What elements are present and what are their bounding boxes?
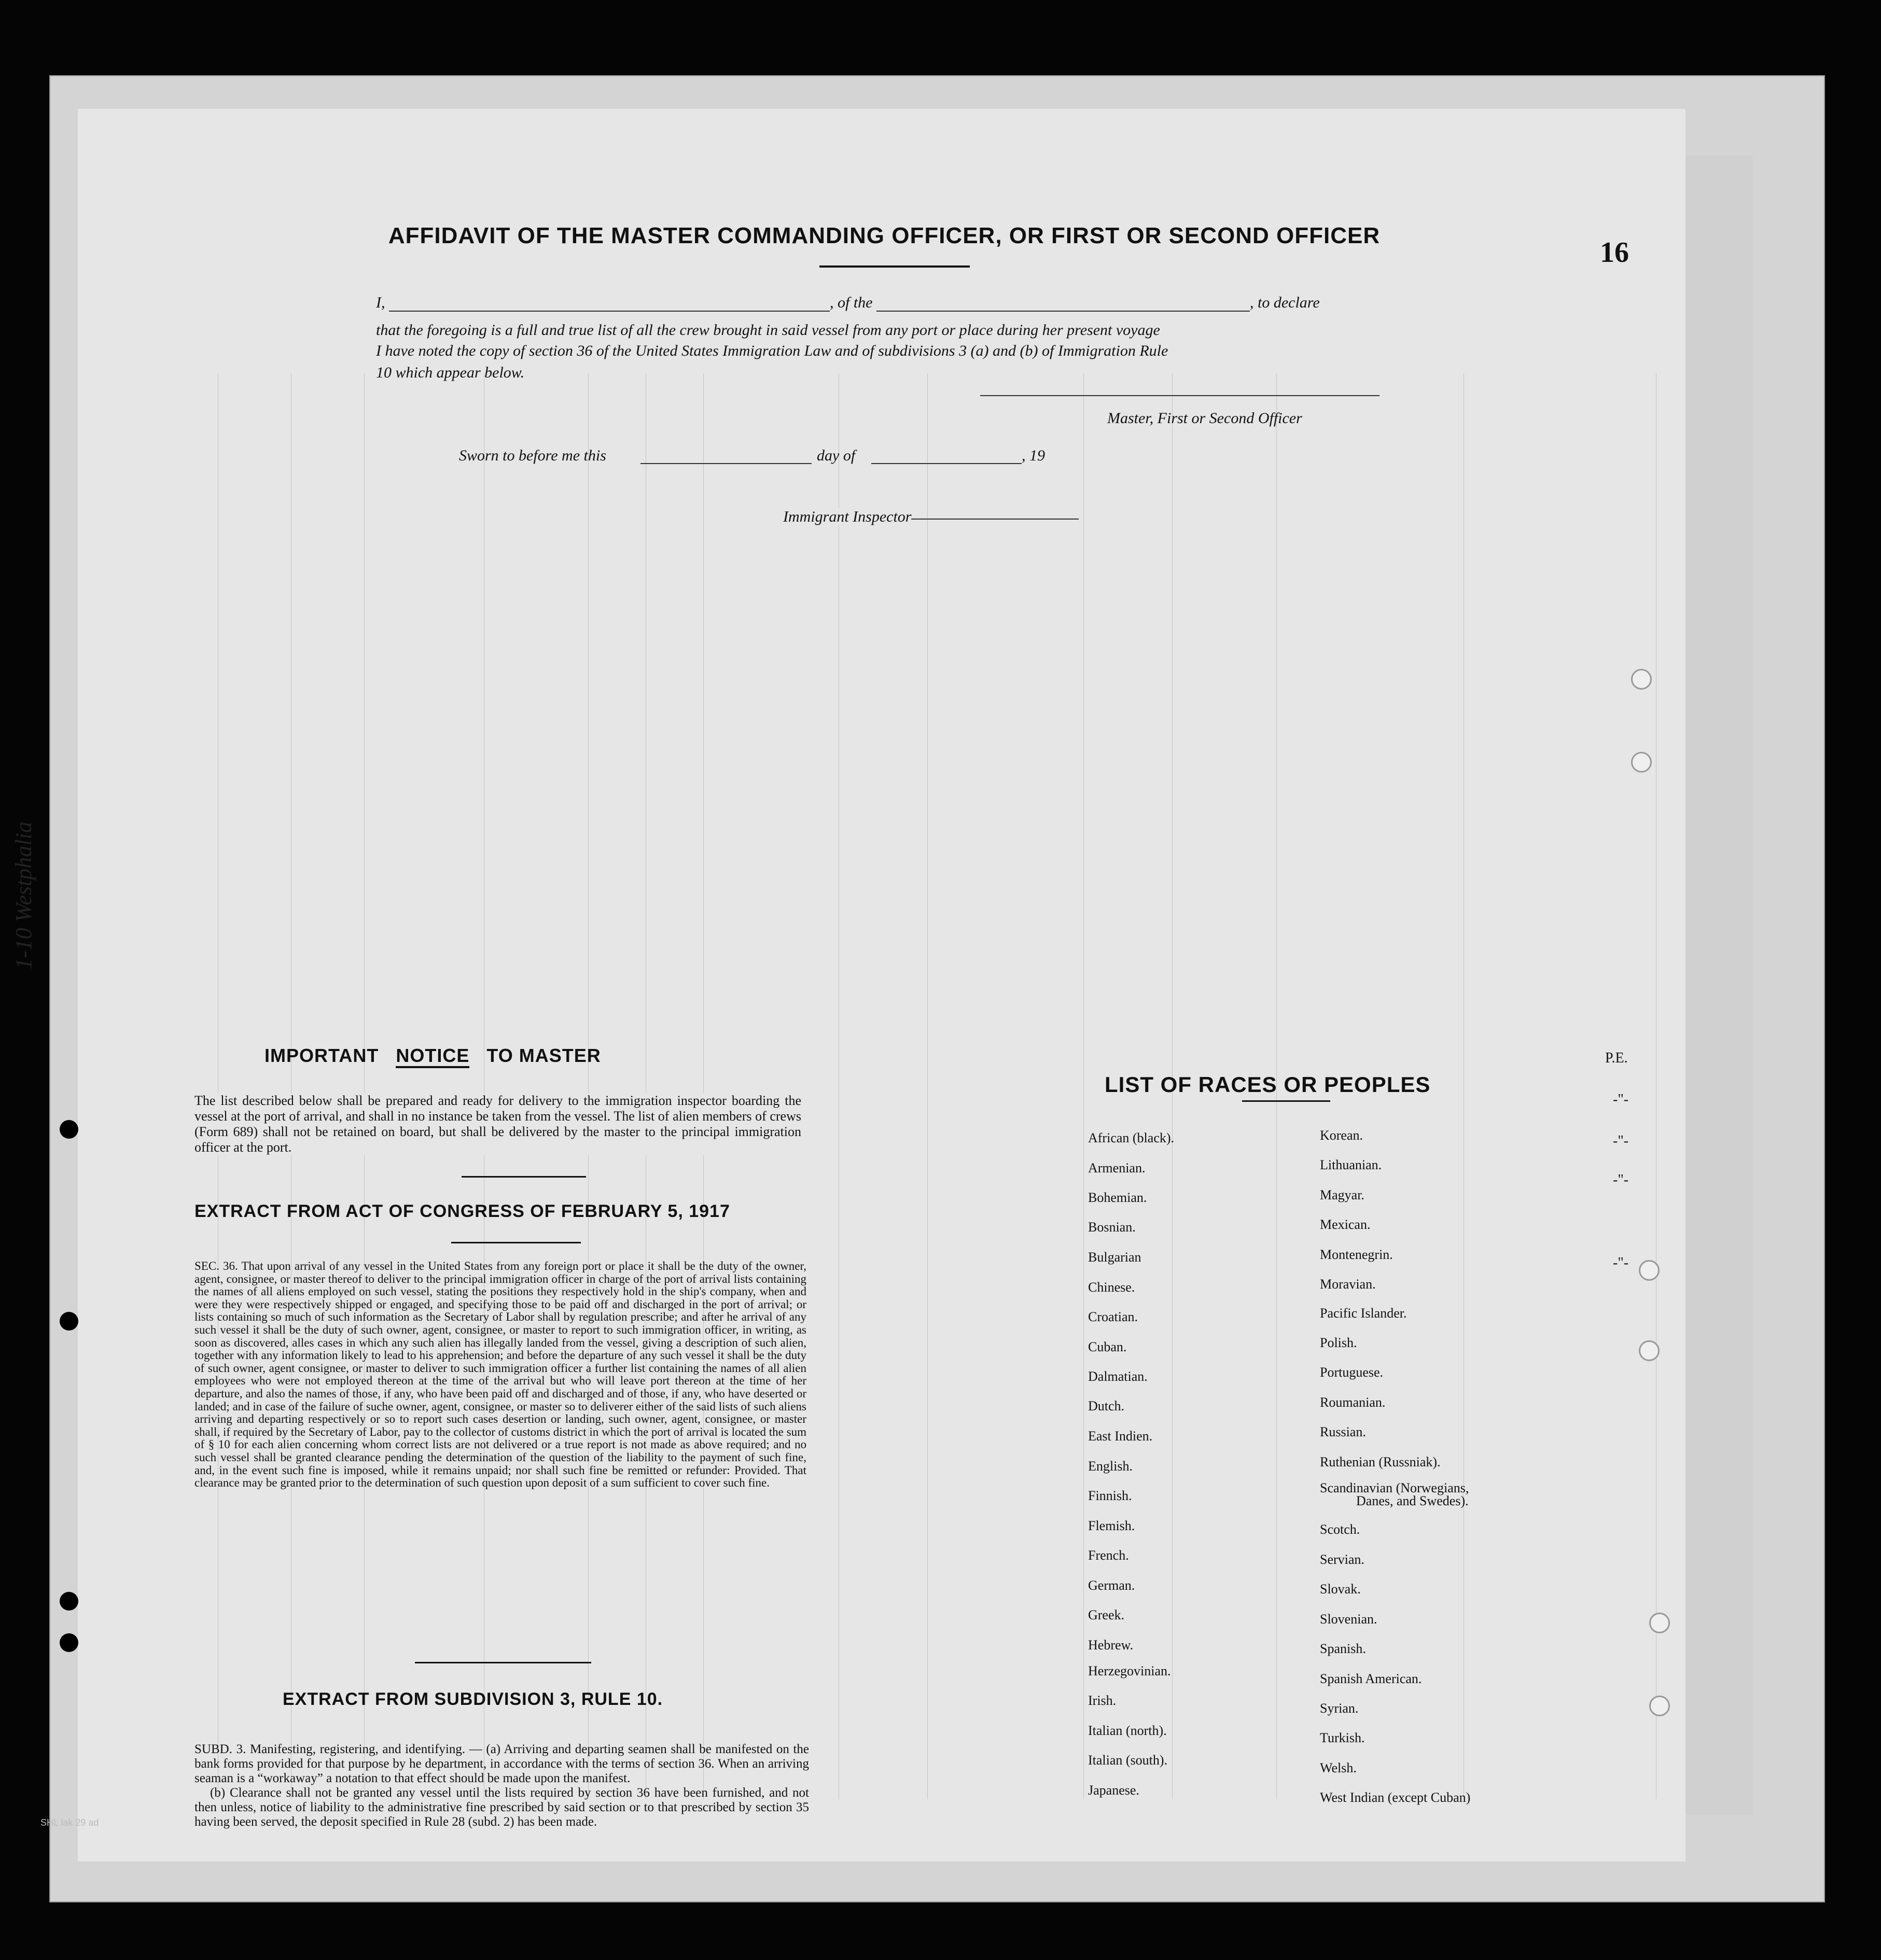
binding-hole	[60, 1312, 78, 1331]
race-item: Montenegrin.	[1320, 1247, 1393, 1262]
race-item: African (black).	[1088, 1130, 1175, 1145]
page-number: 16	[1600, 236, 1629, 269]
race-item: Hebrew.	[1088, 1637, 1134, 1653]
punch-ring	[1631, 752, 1652, 773]
race-item: Scotch.	[1320, 1522, 1360, 1537]
affidavit-line-1	[376, 294, 1320, 312]
officer-label: Master, First or Second Officer	[1107, 410, 1302, 427]
extract-act-title: EXTRACT FROM ACT OF CONGRESS OF FEBRUARY 5, 1917	[194, 1201, 730, 1221]
race-item: Russian.	[1320, 1424, 1366, 1439]
notice-word-to-master: TO MASTER	[486, 1045, 601, 1066]
race-item: Korean.	[1320, 1128, 1363, 1143]
race-item: Herzegovinian.	[1088, 1663, 1171, 1678]
affidavit-i: I,	[376, 294, 385, 311]
race-item: Cuban.	[1088, 1339, 1127, 1354]
race-item: English.	[1088, 1459, 1133, 1474]
race-item: Dutch.	[1088, 1398, 1125, 1413]
notice-word-important: IMPORTANT	[264, 1045, 379, 1066]
race-item: Greek.	[1088, 1607, 1125, 1622]
race-item: German.	[1088, 1578, 1135, 1593]
affidavit-declare: , to declare	[1250, 294, 1320, 311]
race-item: Bohemian.	[1088, 1190, 1147, 1205]
notice-title	[264, 1045, 601, 1067]
race-item: Japanese.	[1088, 1783, 1139, 1798]
race-item: Lithuanian.	[1320, 1157, 1382, 1172]
section-rule	[462, 1176, 586, 1178]
subdivision-3-text	[194, 1742, 809, 1829]
affidavit-line-4: 10 which appear below.	[376, 364, 525, 381]
punch-ring	[1639, 1340, 1660, 1361]
race-item: Flemish.	[1088, 1518, 1135, 1533]
race-item: Bulgarian	[1088, 1250, 1141, 1265]
punch-ring	[1649, 1613, 1670, 1633]
section-36-text: SEC. 36. That upon arrival of any vessel in the United States from any foreign port or place it shall be the duty of the owner, agent, consignee, or master thereof to deliver to the principal immigration officer in charge of the port of arrival lists containing the names of all aliens employed on such vessel, stating the positions they respectively hold in the ship's company, when and were they were respectively shipped or engaged, and specifying those to be paid off and discharged in the port of arrival; or lists containing so much of such information as the Secretary of Labor shall by regulation prescribe; and after he arrival of any such vessel it shall be the duty of such owner, agent, consignee, or master to report to such immigration officer, in writing, as soon as discovered, alles cases in which any such alien has illegally landed from the vessel, giving a description of such alien, together with any information likely to lead to his apprehension; and before the departure of any such vessel it shall be the duty of such owner, agent consignee, or master to deliver to such immigration officer a further list containing the names of all alien employees who were not employed thereon at the time of the arrival but who will leave port thereon at the time of her departure, and also the names of those, if any, who have been paid off and discharged and of those, if any, who have deserted or landed; and in case of the failure of suche owner, agent, consignee, or master so to deliverer either of the said lists of such aliens arriving and departing respectively or so to report such cases desertion or landing, such owner, agent, consignee, or master shall, if required by the Secretary of Labor, pay to the collector of customs district in which the port of arrival is located the sum of § 10 for each alien concerning whom correct lists are not delivered or a true report is not made as above required; and no such vessel shall be granted clearance pending the determination of the question of the liability to the payment of such fine, and, in the event such fine is imposed, while it remains unpaid; nor shall such fine be remitted or refunder: Provided. That clearance may be granted prior to the determination of such question upon deposit of a sum sufficient to cover such fine.	[194, 1259, 806, 1490]
race-item: Roumanian.	[1320, 1395, 1386, 1410]
race-item: Welsh.	[1320, 1760, 1357, 1775]
race-item: Magyar.	[1320, 1187, 1364, 1202]
race-item: West Indian (except Cuban)	[1320, 1790, 1471, 1805]
race-item: Italian (north).	[1088, 1723, 1167, 1738]
race-item: Danes, and Swedes).	[1356, 1493, 1469, 1508]
race-item: Servian.	[1320, 1552, 1364, 1567]
affidavit-of-the: , of the	[830, 294, 873, 311]
margin-mark: -"-	[1613, 1255, 1629, 1271]
race-item: Irish.	[1088, 1693, 1117, 1708]
affidavit-line-3: I have noted the copy of section 36 of the United States Immigration Law and of subdivisions 3 (a) and (b) of Immigration Rule	[376, 342, 1168, 359]
extract-rule-title: EXTRACT FROM SUBDIVISION 3, RULE 10.	[283, 1689, 663, 1709]
races-title-rule	[1242, 1100, 1330, 1102]
race-item: Chinese.	[1088, 1280, 1135, 1295]
notice-word-notice: NOTICE	[396, 1045, 469, 1068]
race-item: Bosnian.	[1088, 1220, 1136, 1235]
subdivision-3a: SUBD. 3. Manifesting, registering, and identifying. — (a) Arriving and departing seamen shall be manifested on the bank forms provided for that purpose by he department, in accordance with the terms of section 36. When an arriving seaman is a “workaway” a notation to that effect should be made upon the manifest.	[194, 1742, 809, 1785]
race-item: Slovak.	[1320, 1581, 1361, 1597]
race-item: Polish.	[1320, 1335, 1357, 1350]
day-of-label: day of	[817, 447, 856, 464]
section-rule	[415, 1662, 591, 1663]
race-item: French.	[1088, 1548, 1129, 1563]
race-item: Armenian.	[1088, 1160, 1146, 1175]
binding-hole	[60, 1120, 78, 1139]
section-rule	[451, 1242, 581, 1243]
race-item: Croatian.	[1088, 1309, 1138, 1324]
race-item: Ruthenian (Russniak).	[1320, 1454, 1441, 1469]
race-item: Finnish.	[1088, 1488, 1132, 1503]
sworn-day-blank	[640, 463, 812, 464]
notice-text: The list described below shall be prepared and ready for delivery to the immigration inspector boarding the vessel at the port of arrival, and shall in no instance be taken from the vessel. The list of alien members of crews (Form 689) shall not be retained on board, but shall be delivered by the master to the principal immigration officer at the port.	[194, 1093, 801, 1155]
race-item: Italian (south).	[1088, 1753, 1168, 1768]
subdivision-3b: (b) Clearance shall not be granted any vessel until the lists required by section 36 have been furnished, and not then unless, notice of liability to the administrative fine prescribed by said section or to that prescribed by section 35 having been served, the deposit specified in Rule 28 (subd. 2) has been made.	[194, 1786, 809, 1829]
race-item: Moravian.	[1320, 1277, 1376, 1292]
officer-signature-line	[980, 395, 1380, 396]
binding-hole	[60, 1592, 78, 1611]
affidavit-title: AFFIDAVIT OF THE MASTER COMMANDING OFFICER, OR FIRST OR SECOND OFFICER	[388, 223, 1381, 248]
year-prefix: , 19	[1022, 447, 1045, 464]
punch-ring	[1639, 1260, 1660, 1281]
race-item: Mexican.	[1320, 1217, 1371, 1232]
margin-mark: -"-	[1613, 1091, 1629, 1108]
handwritten-note: 1-10 Westphalia	[11, 821, 36, 970]
affidavit-line-2: that the foregoing is a full and true list of all the crew brought in said vessel from any port or place during her present voyage	[376, 321, 1160, 339]
race-item: Scandinavian (Norwegians,	[1320, 1480, 1469, 1495]
name-blank	[389, 311, 830, 312]
binding-hole	[60, 1633, 78, 1652]
printer-stamp: SHL lak 29 ad	[40, 1817, 99, 1828]
race-item: Slovenian.	[1320, 1612, 1377, 1627]
margin-mark: P.E.	[1605, 1050, 1628, 1066]
punch-ring	[1631, 669, 1652, 690]
margin-mark: -"-	[1613, 1172, 1629, 1188]
vessel-blank	[876, 311, 1250, 312]
race-item: Spanish.	[1320, 1641, 1366, 1656]
show-through-columns	[114, 373, 1665, 1799]
race-item: Portuguese.	[1320, 1365, 1384, 1380]
race-item: East Indien.	[1088, 1429, 1153, 1444]
race-item: Turkish.	[1320, 1730, 1365, 1745]
race-item: Dalmatian.	[1088, 1369, 1148, 1384]
race-item: Syrian.	[1320, 1701, 1359, 1716]
races-title: LIST OF RACES OR PEOPLES	[1105, 1072, 1431, 1097]
sworn-label: Sworn to before me this	[459, 447, 606, 464]
race-item: Spanish American.	[1320, 1671, 1422, 1686]
month-blank	[871, 463, 1022, 464]
punch-ring	[1649, 1696, 1670, 1716]
margin-mark: -"-	[1613, 1133, 1629, 1149]
inspector-label: Immigrant Inspector	[783, 508, 912, 525]
title-rule	[819, 265, 970, 268]
race-item: Pacific Islander.	[1320, 1306, 1407, 1321]
